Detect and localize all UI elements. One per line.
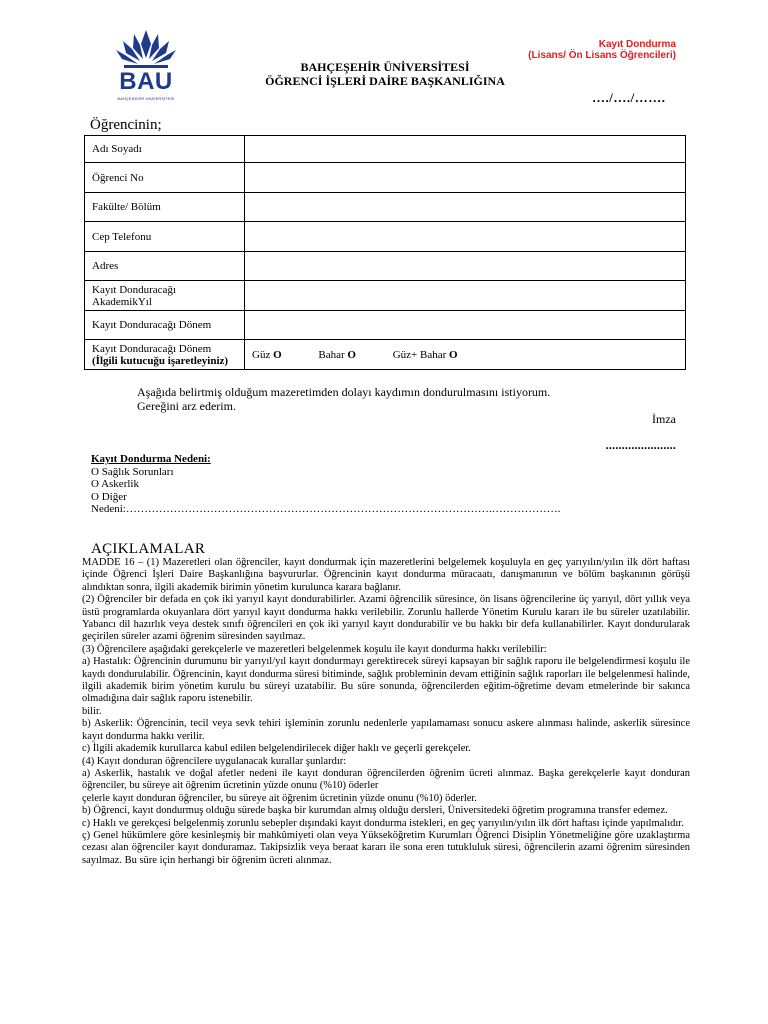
form-type-tag bbox=[528, 39, 676, 61]
field-label: Kayıt Donduracağı Dönem bbox=[85, 311, 245, 340]
student-no-input-cell[interactable] bbox=[245, 163, 686, 193]
reason-title: Kayıt Dondurma Nedeni: bbox=[91, 453, 211, 465]
explanation-paragraph: (4) Kayıt donduran öğrencilere uygulanacak kurallar şunlardır: bbox=[82, 755, 347, 767]
reason-other-line[interactable]: Nedeni:……………………………………………………………………………………….………………. bbox=[91, 503, 561, 515]
document-header bbox=[250, 60, 520, 88]
table-row bbox=[85, 163, 686, 193]
university-logo bbox=[110, 28, 182, 106]
signature-label: İmza bbox=[652, 412, 676, 426]
explanation-paragraph: a) Askerlik, hastalık ve doğal afetler nedeni ile kayıt donduran öğrencilerden öğrenim ücreti alınmaz. Başka gerekçelerle kayıt donduran öğrenciler, bu süreye ait öğrenim ücretinin yüzde onunu (%10) öderler bbox=[82, 767, 690, 792]
explanation-paragraph: bilir. bbox=[82, 705, 102, 717]
field-label: Kayıt Donduracağı AkademikYıl bbox=[85, 281, 245, 311]
faculty-input-cell[interactable] bbox=[245, 193, 686, 222]
explanation-paragraph: b) Askerlik: Öğrencinin, tecil veya sevk tehiri işleminin zorunlu nedenlerle yapılamaması sonucu askere alınması halinde, askerlik süresince kayıt dondurma hakkı verilir. bbox=[82, 718, 690, 742]
request-text bbox=[137, 385, 550, 413]
explanation-paragraph: çelerle kayıt donduran öğrenciler, bu süreye ait öğrenim ücretinin yüzde onunu (%10) öderler. bbox=[82, 792, 477, 804]
explanations-title: AÇIKLAMALAR bbox=[91, 541, 206, 557]
explanation-paragraph: MADDE 16 – (1) Mazeretleri olan öğrenciler, kayıt dondurmak için mazeretlerini belgelemek koşuluyla en geç yarıyılın/yılın ilk dört haftası içinde Öğrenci İşleri Daire Başkanlığına başvururlar. Öğrencinin kayıt dondurma müracaatı, danışmanının ve bölüm başkanının görüşü alındıktan sonra, ilgili akademik birimin yönetim kurulunca karara bağlanır. bbox=[82, 557, 690, 593]
explanation-paragraph: (3) Öğrencilere aşağıdaki gerekçelerle ve mazeretleri belgelenmek koşulu ile kayıt dondurma hakkı verilebilir: bbox=[82, 643, 547, 655]
term-options-cell bbox=[245, 340, 686, 370]
student-intro: Öğrencinin; bbox=[90, 117, 162, 133]
form-type-line-1: Kayıt Dondurma bbox=[598, 39, 676, 50]
table-row bbox=[85, 222, 686, 252]
table-row bbox=[85, 136, 686, 163]
logo-text: BAU bbox=[119, 68, 173, 95]
field-label: Adres bbox=[85, 252, 245, 281]
table-row bbox=[85, 281, 686, 311]
header-line-2: ÖĞRENCİ İŞLERİ DAİRE BAŞKANLIĞINA bbox=[265, 74, 505, 88]
option-fall-label: Güz bbox=[252, 348, 271, 361]
logo-subtitle: BAHÇEŞEHİR ÜNİVERSİTESİ bbox=[117, 96, 175, 101]
name-input-cell[interactable] bbox=[245, 136, 686, 163]
option-spring-checkbox[interactable]: O bbox=[347, 348, 356, 361]
header-line-1: BAHÇEŞEHİR ÜNİVERSİTESİ bbox=[300, 60, 470, 74]
signature-line[interactable]: ...................... bbox=[605, 438, 676, 452]
option-fall-checkbox[interactable]: O bbox=[273, 348, 282, 361]
address-input-cell[interactable] bbox=[245, 252, 686, 281]
explanation-paragraph: c) Haklı ve gerekçesi belgelenmiş zorunlu sebepler dışındaki kayıt dondurma istekleri, en geç yarıyılın/yılın ilk dört haftası içinde yapılmalıdır. bbox=[82, 817, 684, 829]
term-select-label-line-1: Kayıt Donduracağı Dönem bbox=[92, 342, 212, 355]
explanation-paragraph: a) Hastalık: Öğrencinin durumunu bir yarıyıl/yıl kayıt dondurmayı gerektirecek süreyi kapsayan bir sağlık raporu ile belgelendirmesi koşulu ile kaydı dondurulabilir. Öğrencinin, kayıt dondurma süresi bitiminde, sağlık probleminin devam ettiğinin sağlık raporları ile belgelenmesi halinde, ilgili akademik birim yönetim kurulu bu süreyi uzatabilir. Bu süre sonunda, öğrencilerden eğitim-öğretime devam etmelerinde bir sakınca olmadığına dair sağlık raporu istenebilir. bbox=[82, 656, 690, 705]
option-spring[interactable] bbox=[318, 349, 356, 361]
phone-input-cell[interactable] bbox=[245, 222, 686, 252]
option-fall-spring[interactable] bbox=[393, 349, 458, 361]
table-row bbox=[85, 252, 686, 281]
option-spring-label: Bahar bbox=[318, 348, 345, 361]
field-label: Adı Soyadı bbox=[85, 136, 245, 163]
explanation-paragraph: (2) Öğrenciler bir defada en çok iki yarıyıl kayıt dondurabilirler. Azami öğrencilik süresince, ön lisans öğrencilerine üç yarıyıl, dört yıllık veya üstü programlarda okuyanlara dört yarıyıl kayıt dondurma hakkı verilebilir. Zorunlu hallerde Yönetim Kurulu kararı ile bu süreler uzatılabilir. Yabancı dil hazırlık veya destek sınıfı öğrencileri en çok iki yarıyıl kayıt dondurabilir ve bu hakkı bir defa kullanabilirler. Kayıt dondurularak geçirilen süreler azami öğrenim süresinden sayılmaz. bbox=[82, 594, 690, 643]
explanation-paragraph: ç) Genel hükümlere göre kesinleşmiş bir mahkûmiyeti olan veya Yükseköğretim Kurumları Öğrenci Disiplin Yönetmeliğine göre uzaklaştırma cezası alan öğrenciler kayıt donduramaz. Takipsizlik veya beraat kararı ile sona eren tutukluluk süresi, öğrencilerin azami öğrenim süresinden sayılmaz. Bu süre için herhangi bir öğrenim ücreti alınmaz. bbox=[82, 829, 690, 866]
request-line-1: Aşağıda belirtmiş olduğum mazeretimden dolayı kaydımın dondurulmasını istiyorum. bbox=[137, 385, 551, 399]
option-fall[interactable] bbox=[252, 349, 282, 361]
request-line-2: Gereğini arz ederim. bbox=[137, 399, 236, 413]
field-label: Öğrenci No bbox=[85, 163, 245, 193]
term-select-label bbox=[85, 340, 245, 370]
field-label: Fakülte/ Bölüm bbox=[85, 193, 245, 222]
term-input-cell[interactable] bbox=[245, 311, 686, 340]
reason-option-health[interactable]: O Sağlık Sorunları bbox=[91, 465, 174, 478]
field-label: Cep Telefonu bbox=[85, 222, 245, 252]
explanation-paragraph: c) İlgili akademik kurullarca kabul edilen belgelendirilecek diğer haklı ve geçerli gerekçeler. bbox=[82, 743, 471, 755]
crown-icon bbox=[110, 28, 182, 70]
reason-option-military[interactable]: O Askerlik bbox=[91, 478, 139, 490]
academic-year-input-cell[interactable] bbox=[245, 281, 686, 311]
reason-section bbox=[91, 453, 560, 516]
option-fall-spring-label: Güz+ Bahar bbox=[392, 348, 447, 361]
form-type-line-2: (Lisans/ Ön Lisans Öğrencileri) bbox=[528, 50, 676, 61]
table-row bbox=[85, 311, 686, 340]
reason-option-other[interactable]: O Diğer bbox=[91, 490, 127, 503]
explanation-paragraph: b) Öğrenci, kayıt dondurmuş olduğu sürede başka bir kurumdan almış olduğu dersleri, Üniversitedeki öğretim programına transfer edemez. bbox=[82, 805, 668, 817]
option-fall-spring-checkbox[interactable]: O bbox=[449, 348, 458, 361]
explanations-body bbox=[82, 557, 690, 867]
table-row bbox=[85, 193, 686, 222]
student-info-table bbox=[84, 135, 686, 370]
date-field[interactable]: …./…./……. bbox=[592, 90, 666, 105]
term-select-label-line-2: (İlgili kutucuğu işaretleyiniz) bbox=[92, 354, 229, 367]
table-row bbox=[85, 340, 686, 370]
